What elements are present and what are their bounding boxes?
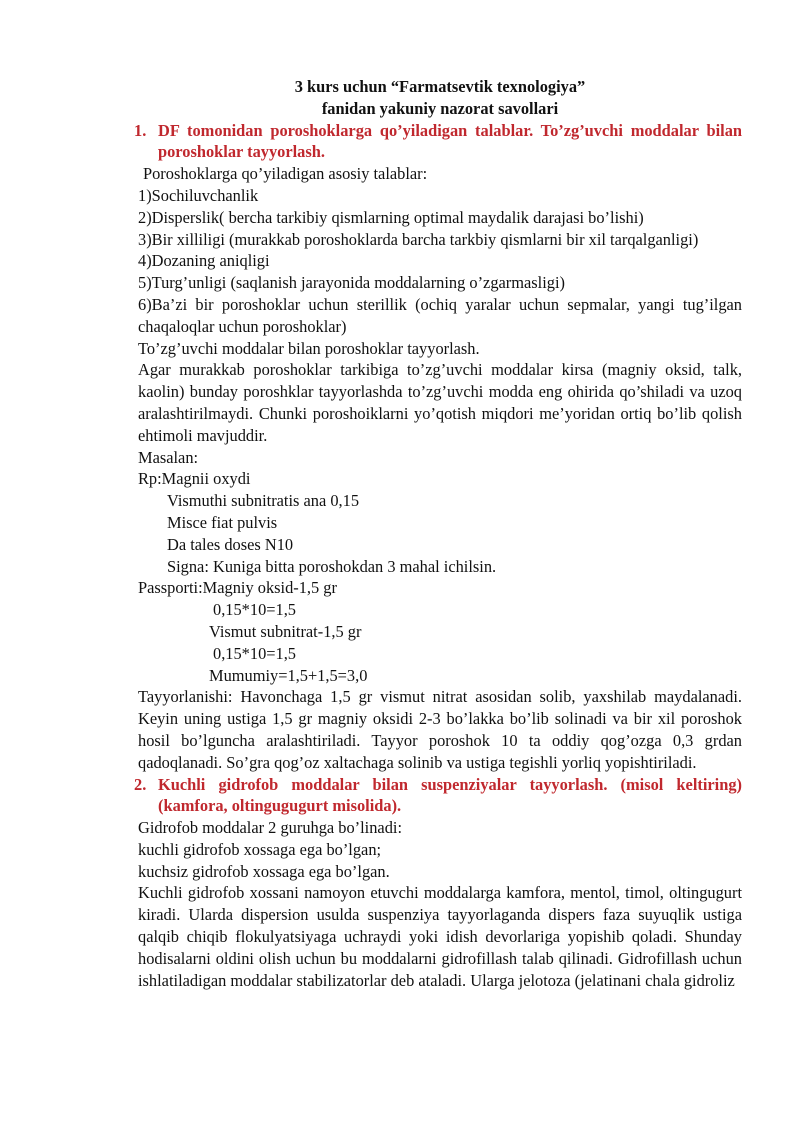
section-1-heading-text: DF tomonidan poroshoklarga qo’yiladigan talablar. To’zg’uvchi moddalar bilan poroshoklar tayyorlash. [158,120,742,162]
passport-calc: 0,15*10=1,5 [213,600,297,620]
section-1-number: 1. [134,120,147,140]
section-2-number: 2. [134,774,147,794]
requirements-intro: Poroshoklarga qo’yiladigan asosiy talablar: [143,164,428,184]
recipe-line: Misce fiat pulvis [167,512,278,532]
recipe-line: Da tales doses N10 [167,534,294,554]
section-2-heading [134,774,742,818]
paragraph: Gidrofob moddalar 2 guruhga bo’linadi: [138,818,403,838]
passport-total: Mumumiy=1,5+1,5=3,0 [209,665,368,685]
example-label: Masalan: [138,447,199,467]
passport-line: Vismut subnitrat-1,5 gr [209,621,362,641]
recipe-rp-line: Rp:Magnii oxydi [138,469,251,489]
requirement-item: 6)Ba’zi bir poroshoklar uchun sterillik (ochiq yaralar uchun sepmalar, yangi tug’ilgan chaqaloqlar uchun poroshoklar) [138,294,742,336]
requirement-item: 2)Disperslik( bercha tarkibiy qismlarning optimal maydalik darajasi bo’lishi) [138,207,644,227]
requirement-item: 5)Turg’unligi (saqlanish jarayonida moddalarning o’zgarmasligi) [138,273,565,293]
subheading-text: To’zg’uvchi moddalar bilan poroshoklar tayyorlash. [138,338,480,358]
passport-line: Passporti:Magniy oksid-1,5 gr [138,578,337,598]
document-title-line-2: fanidan yakuniy nazorat savollari [321,98,559,118]
paragraph: kuchsiz gidrofob xossaga ega bo’lgan. [138,861,390,881]
section-1-heading [134,120,742,164]
requirement-item: 1)Sochiluvchanlik [138,185,259,205]
requirement-item: 3)Bir xilliligi (murakkab poroshoklarda barcha tarkbiy qismlarni bir xil tarqalganligi) [138,229,699,249]
document-title-line-1: 3 kurs uchun “Farmatsevtik texnologiya” [294,77,586,96]
recipe-line: Vismuthi subnitratis ana 0,15 [167,491,360,511]
paragraph: kuchli gidrofob xossaga ega bo’lgan; [138,839,382,859]
paragraph: Agar murakkab poroshoklar tarkibiga to’zg’uvchi moddalar kirsa (magniy oksid, talk, kaolin) bunday poroshklar tayyorlashda to’zg’uvchi modda eng ohirida qo’shiladi va uzoq aralashtirilmaydi. Chunki poroshoiklarni yo’qotish miqdori me’yoridan ortiq bo’lib qolish ehtimoli mavjuddir. [138,360,742,445]
recipe-line: Signa: Kuniga bitta poroshokdan 3 mahal ichilsin. [167,556,497,576]
paragraph: Tayyorlanishi: Havonchaga 1,5 gr vismut nitrat asosidan solib, yaxshilab maydalanadi. Keyin uning ustiga 1,5 gr magniy oksidi 2-3 bo’lakka bo’lib solinadi va bir xil poroshok hosil bo’lguncha aralashtiriladi. Tayyor poroshok 10 ta oddiy qog’ozga 0,3 grdan qadoqlanadi. So’gra qog’oz xaltachaga solinib va ustiga tegishli yorliq yopishtiriladi. [138,687,742,772]
paragraph: Kuchli gidrofob xossani namoyon etuvchi moddalarga kamfora, mentol, timol, oltingugurt kiradi. Ularda dispersion usulda suspenziya tayyorlaganda dispers faza suyuqlik ustiga qalqib chiqib flokulyatsiyaga uchraydi yoki idish devorlariga yopishib qoladi. Shunday hodisalarni oldini olish uchun bu moddalarni gidrofillash talab qilinadi. Gidrofillash uchun ishlatiladigan moddalar stabilizatorlar deb ataladi. Ularga jelotoza (jelatinani chala gidroliz [138,883,742,990]
section-2-heading-text: Kuchli gidrofob moddalar bilan suspenziyalar tayyorlash. (misol keltiring) (kamfora, oltingugugurt misolida). [158,774,742,816]
passport-calc: 0,15*10=1,5 [213,643,297,663]
requirement-item: 4)Dozaning aniqligi [138,251,270,271]
document-body [134,76,742,991]
